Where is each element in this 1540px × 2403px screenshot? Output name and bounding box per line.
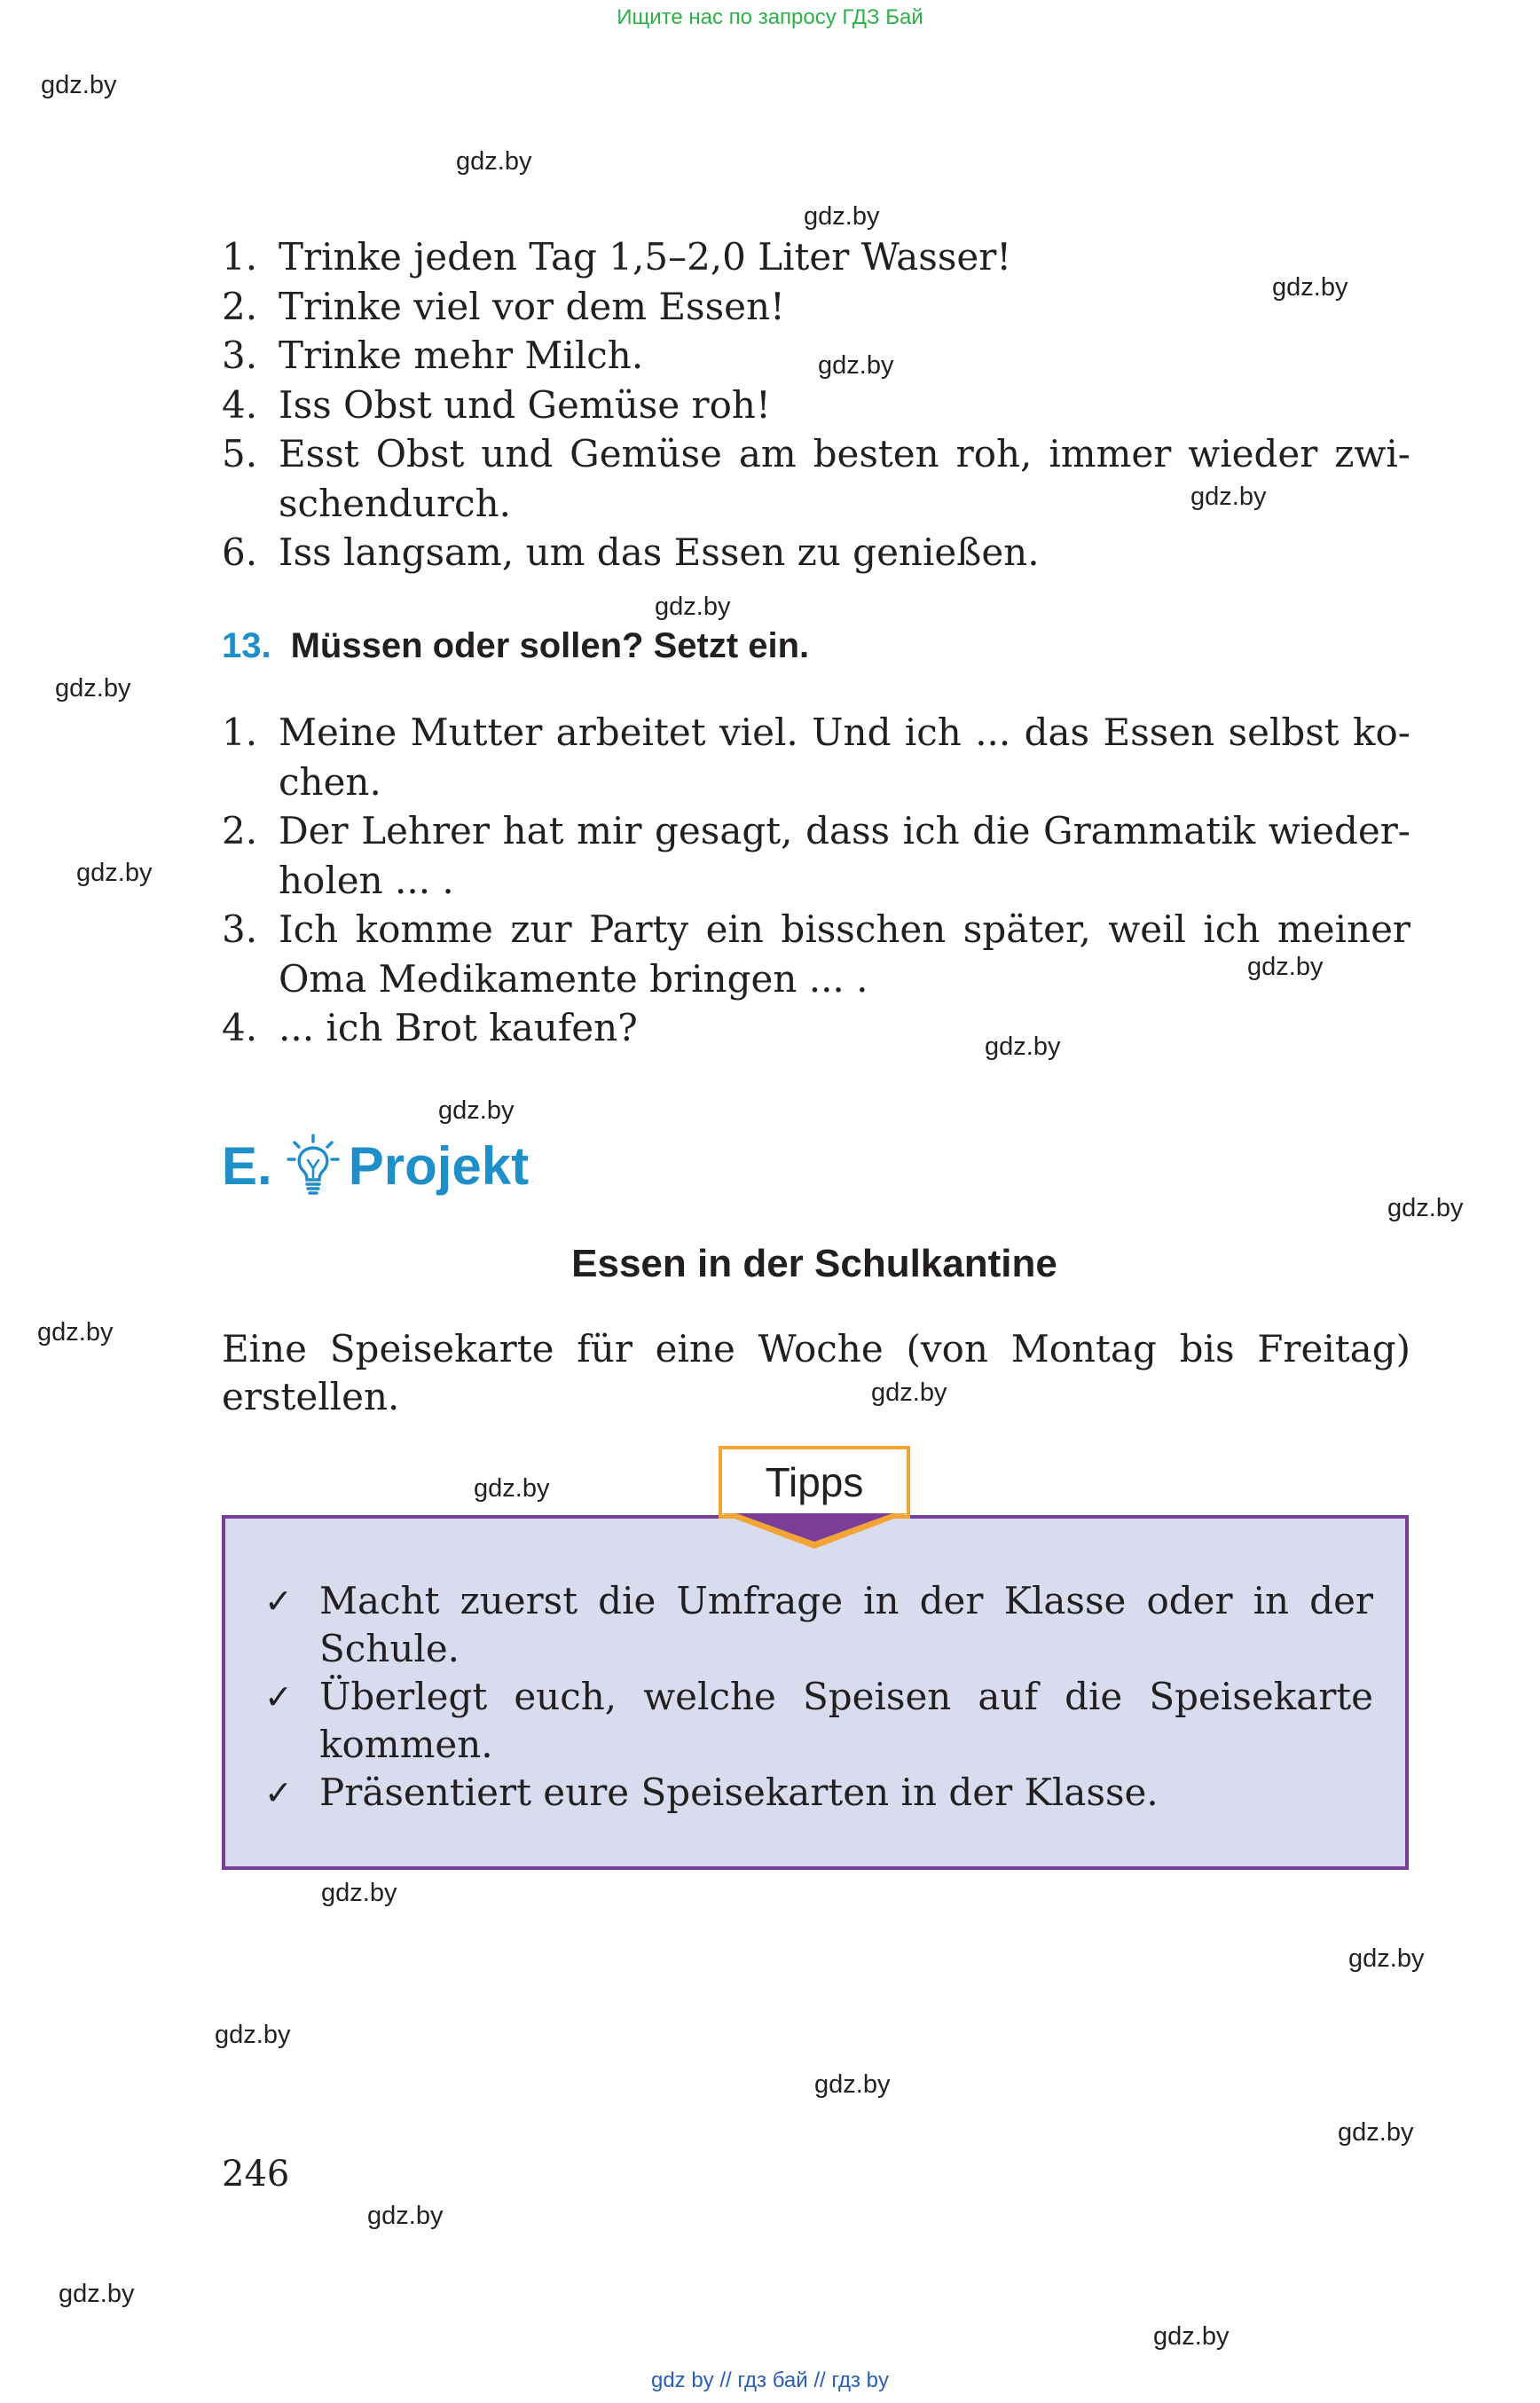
- exercise-list: [222, 708, 1410, 1053]
- watermark: gdz.by: [41, 71, 117, 99]
- project-task: Eine Speisekarte für eine Woche (von Montag bis Freitag) erstellen.: [222, 1327, 1410, 1418]
- watermark: gdz.by: [456, 147, 532, 176]
- watermark: gdz.by: [367, 2202, 444, 2230]
- top-banner: Ищите нас по запросу ГДЗ Бай: [617, 5, 923, 29]
- exercise-title: Müssen oder sollen? Setzt ein.: [290, 626, 810, 665]
- list-item: 3. Ich komme zur Party ein bisschen später, weil ich meiner Oma Medikamente bringen ... .: [222, 907, 1410, 1001]
- page-number: 246: [222, 2154, 290, 2195]
- list-item: 1. Trinke jeden Tag 1,5–2,0 Liter Wasser!: [222, 235, 1012, 279]
- lightbulb-icon: [287, 1134, 340, 1198]
- list-item: 2. Der Lehrer hat mir gesagt, dass ich die Grammatik wiederholen ... .: [222, 809, 1410, 902]
- watermark: gdz.by: [37, 1318, 114, 1347]
- watermark: gdz.by: [655, 593, 731, 621]
- project-subheading: Essen in der Schulkantine: [571, 1242, 1057, 1285]
- list-item: 2. Trinke viel vor dem Essen!: [222, 284, 785, 328]
- tips-list-drinking: [222, 232, 1410, 577]
- watermark: gdz.by: [76, 859, 153, 887]
- watermark: gdz.by: [438, 1096, 515, 1125]
- list-item: 3. Trinke mehr Milch.: [222, 334, 644, 377]
- exercise-heading: [222, 626, 809, 666]
- tips-arrow-icon: [720, 1513, 908, 1551]
- footer-links[interactable]: gdz by // гдз бай // гдз by: [650, 2368, 890, 2392]
- watermark: gdz.by: [985, 1033, 1061, 1061]
- watermark: gdz.by: [1247, 953, 1324, 981]
- watermark: gdz.by: [818, 351, 894, 380]
- watermark: gdz.by: [215, 2021, 291, 2049]
- tip-item: ✓ Macht zuerst die Umfrage in der Klasse oder in der Schule.: [264, 1579, 1373, 1670]
- section-name: Projekt: [348, 1135, 530, 1196]
- watermark: gdz.by: [55, 674, 131, 703]
- tip-item: ✓ Präsentiert eure Speisekarten in der Klasse.: [264, 1769, 1373, 1817]
- section-letter: E.: [222, 1135, 272, 1196]
- list-item: 5. Esst Obst und Gemüse am besten roh, immer wieder zwischendurch.: [222, 432, 1410, 525]
- watermark: gdz.by: [1338, 2118, 1414, 2147]
- list-item: 4. Iss Obst und Gemüse roh!: [222, 382, 771, 427]
- watermark: gdz.by: [474, 1474, 550, 1503]
- watermark: gdz.by: [1153, 2322, 1230, 2351]
- watermark: gdz.by: [814, 2070, 891, 2099]
- tips-list: [264, 1577, 1373, 1817]
- watermark: gdz.by: [321, 1879, 397, 1907]
- tips-tab: Tipps: [719, 1446, 910, 1519]
- watermark: gdz.by: [59, 2280, 135, 2308]
- checkmark-icon: ✓: [264, 1582, 293, 1621]
- checkmark-icon: ✓: [264, 1773, 293, 1812]
- watermark: gdz.by: [804, 202, 880, 231]
- list-item: 6. Iss langsam, um das Essen zu genießen.: [222, 530, 1040, 574]
- watermark: gdz.by: [1272, 273, 1348, 302]
- watermark: gdz.by: [871, 1378, 947, 1407]
- list-item: 1. Meine Mutter arbeitet viel. Und ich ... das Essen selbst kochen.: [222, 711, 1410, 804]
- exercise-number: 13.: [222, 626, 271, 665]
- tip-item: ✓ Überlegt euch, welche Speisen auf die Speisekarte kommen.: [264, 1675, 1373, 1766]
- watermark: gdz.by: [1387, 1194, 1464, 1222]
- section-title: [222, 1128, 529, 1203]
- checkmark-icon: ✓: [264, 1677, 293, 1716]
- watermark: gdz.by: [1348, 1944, 1425, 1973]
- list-item: 4. ... ich Brot kaufen?: [222, 1006, 638, 1049]
- watermark: gdz.by: [1190, 483, 1267, 511]
